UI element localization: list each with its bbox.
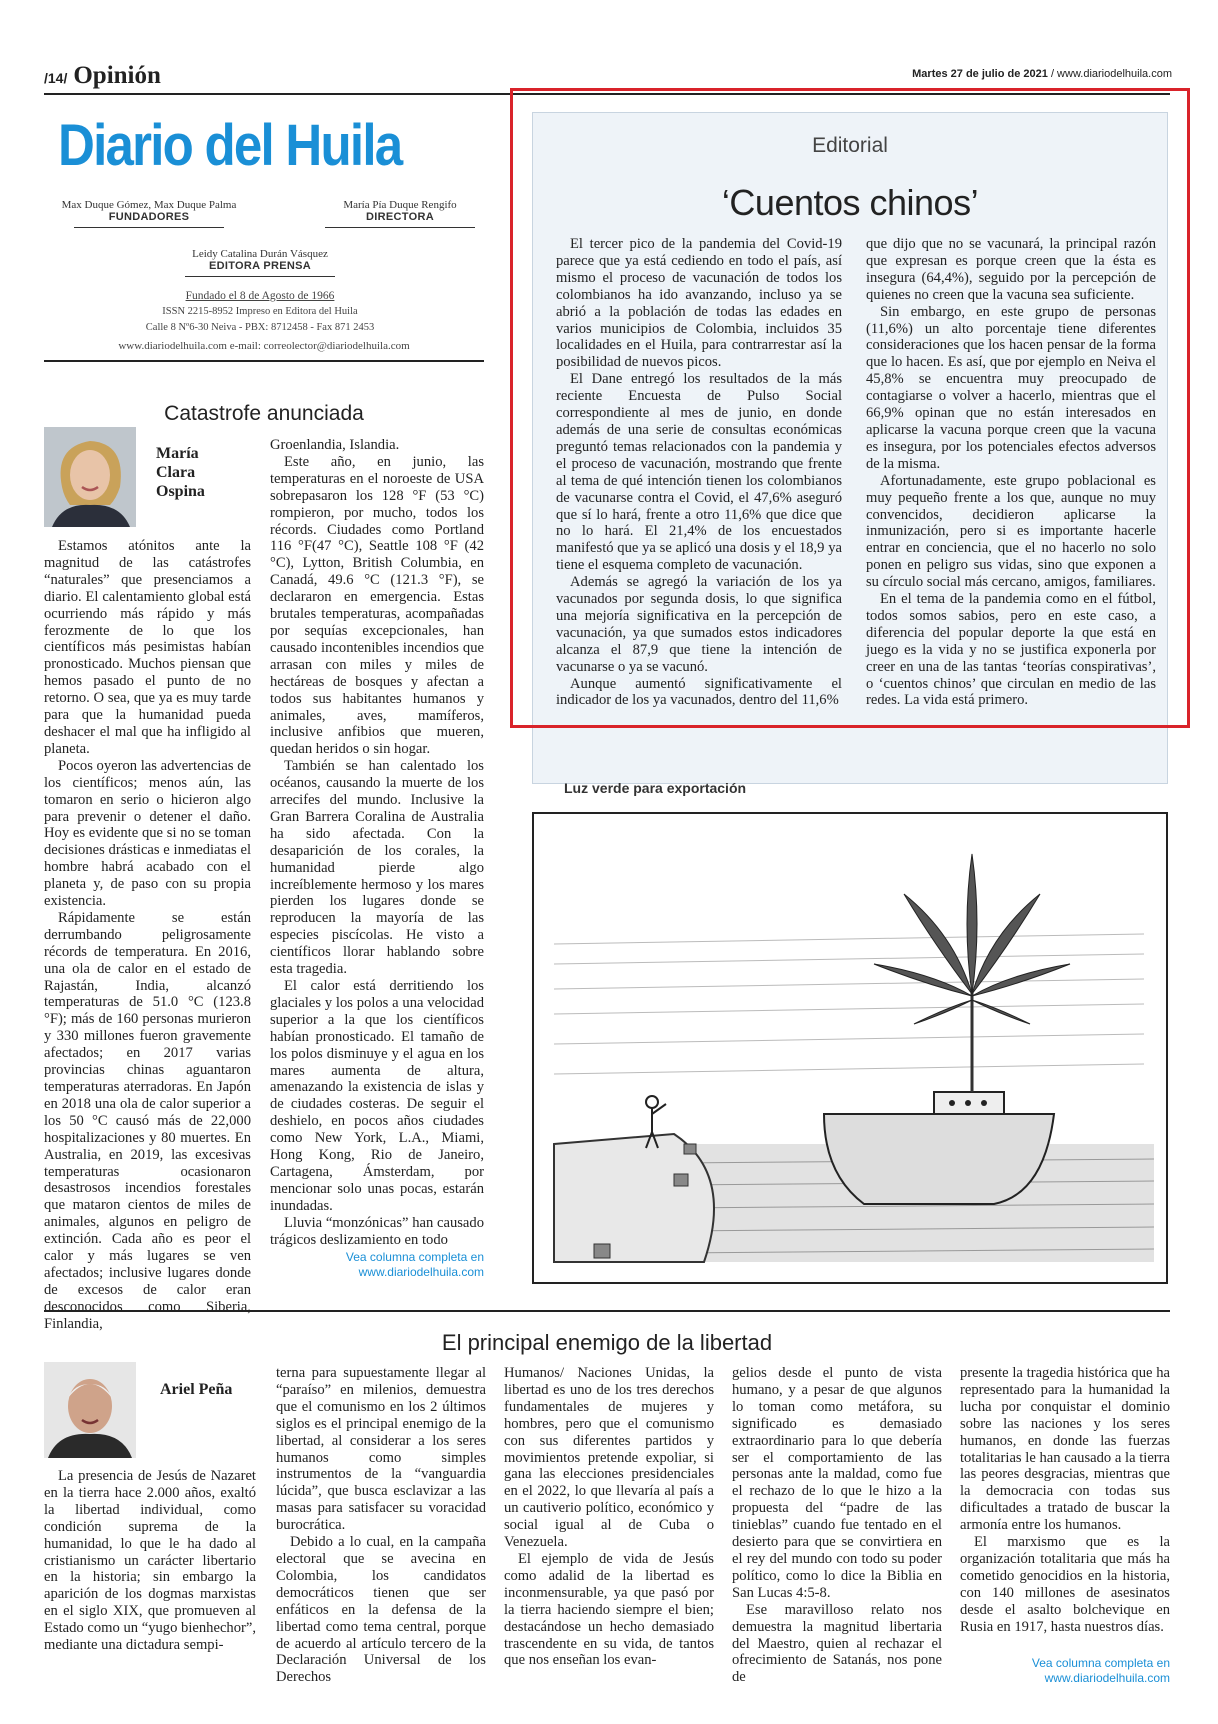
column1-more-link[interactable] (270, 1250, 484, 1280)
column2-text-1 (44, 1468, 256, 1690)
paragraph: Debido a lo cual, en la campaña electoral que se avecina en Colombia, los candidatos democráticos tienen que ser enfáticos en la defensa de la libertad como tema central, porque de acuerdo al artículo tercero de la Declaración Universal de los Derechos (276, 1534, 486, 1686)
founders-names: Max Duque Gómez, Max Duque Palma (61, 199, 237, 211)
section-title: Opinión (73, 62, 161, 89)
masthead-logo: Diario del Huila (58, 113, 402, 178)
founders-title: FUNDADORES (108, 211, 190, 223)
paragraph: Afortunadamente, este grupo poblacional es muy pequeño frente a los que, aunque no muy convencidos, decidieron aplicarse la inmunización, pero si es importante hacerle entrar en conciencia, que el no hacerlo no solo ponen en peligro sus vidas, sino que exponen a su círculo social más cercano, amigos, familiares. (866, 472, 1156, 591)
paragraph: Rápidamente se están derrumbando peligrosamente récords de temperatura. En 2016, una ola de calor en el estado de Rajastán, India, alcanzó temperaturas de 51.0 °C (123.8 °F); más de 160 personas murieron y 330 millones fueron gravemente afectados; en 2017 varias provincias chinas aguantaron temperaturas aterradoras. En Japón en 2018 una ola de calor superior a los 50 °C causó más de 22,000 hospitalizaciones y 80 muertes. En Australia, en 2019, las excesivas temperaturas ocasionaron desastrosos incendios forestales que mataron cientos de miles de animales, algunos en peligro de extinción. Cada año es peor el calor y más lugares se ven afectados; inclusive lugares donde de excesos de calor eran desconocidos como Siberia, Finlandia, (44, 909, 251, 1332)
column2-text-4 (732, 1365, 942, 1690)
paragraph: El tercer pico de la pandemia del Covid-19 parece que ya está cediendo en todo el país, así mismo el proceso de vacunación de todos los colombianos ha ido avanzando, incluso ya se abrió a la población de todas las edades en varios municipios de Colombia, incluidos 35 localidades en el Huila, para contrarrestar así la posibilidad de nuevos picos. (556, 236, 842, 371)
paragraph: El calor está derritiendo los glaciales y los polos a una velocidad superior a la que los científicos habían pronosticado. El tamaño de los polos disminuye y el agua en los mares aumenta de altura, amenazando la existencia de islas y de ciudades costeras. De seguir el deshielo, en pocos años ciudades como New York, L.A., Miami, Hong Kong, Rio de Janeiro, Cartagena, Ámsterdam, por mencionar solo unas pocas, estarán inundadas. (270, 978, 484, 1214)
column1-text-b (270, 437, 484, 1278)
column2-text-5 (960, 1365, 1170, 1651)
paragraph: Pocos oyeron las advertencias de los científicos; menos aún, las tomaron en serio o hicieron algo para prevenir o detener el daño. Hoy es evidente que si no se toman decisiones drásticas e inmediatas el hombre habrá acabado con el planeta y, de paso con su propia existencia. (44, 757, 251, 910)
column2-text-2 (276, 1365, 486, 1690)
header-website[interactable]: / www.diariodelhuila.com (1050, 68, 1172, 80)
contact-line[interactable]: www.diariodelhuila.com e-mail: correolector@diariodelhuila.com (118, 340, 410, 352)
paragraph: El marxismo que es la organización totalitaria que más ha cometido genocidios en la historia, con 140 millones de asesinatos desde el asalto bolchevique en Rusia en 1917, hasta nuestros días. (960, 1534, 1170, 1635)
more-url[interactable]: www.diariodelhuila.com (358, 1265, 484, 1279)
paragraph: Este año, en junio, las temperaturas en el noroeste de USA sobrepasaron los 128 °F (53 °C) rompieron, por mucho, todos los récords. Ciudades como Portland 116 °F(47 °C), Seattle 108 °F (42 °C), Lytton, British Columbia, en Canadá, 49.6 °C (121.3 °F), se declararon en emergencia. Estas brutales temperaturas, acompañadas por sequías excepcionales, han causado incontenibles incendios que arrasan con miles y miles de hectáreas de bosques y afectan a todos sus habitantes humanos y animales, aves, mamíferos, inclusive anfibios que mueren, quedan heridos o sin hogar. (270, 453, 484, 758)
paragraph: También se han calentado los océanos, causando la muerte de los arrecifes del mundo. Inclusive la Gran Barrera Coralina de Australia ha sido afectada. Con la desaparición de los corales, la humanidad pierde algo increíblemente hermoso y los mares pierden los lugares donde se reproducen la mayoría de las especies piscícolas. He visto a científicos llorar hablando sobre esta tragedia. (270, 758, 484, 978)
editor-name: Leidy Catalina Durán Vásquez (192, 248, 328, 260)
editor-title: EDITORA PRENSA (209, 260, 311, 272)
paragraph: La presencia de Jesús de Nazaret en la tierra hace 2.000 años, exaltó la libertad individual, como condición suprema de la humanidad, lo que le ha dado al cristianismo un carácter libertario en la historia; sin embargo la aparición de los dogmas marxistas en el siglo XIX, que promueven al Estado como un “yugo bienhechor”, mediante una dictadura sempi- (44, 1468, 256, 1654)
editorial-label: Editorial (812, 134, 888, 157)
cartoon-illustration (534, 814, 1166, 1282)
paragraph: Groenlandia, Islandia. (270, 437, 400, 453)
paragraph: Además se agregó la variación de los ya vacunados por segunda dosis, lo que significa una mejoría significativa en la percepción de vacunación, ya que sumados estos indicadores alcanza el 87,9 que tiene la intención de vacunarse o ya se vacunó. (556, 574, 842, 675)
address: Calle 8 Nº6-30 Neiva - PBX: 8712458 - Fax 871 2453 (145, 322, 375, 333)
more-label: Vea columna completa en (1031, 1656, 1170, 1670)
paragraph: terna para supuestamente llegar al “paraíso” en milenios, demuestra que el comunismo en los 2 últimos siglos es el principal enemigo de la libertad, al considerar a los seres humanos como simples instrumentos de la “vanguardia lúcida”, que busca esclavizar a las masas para satisfacer su voracidad burocrática. (276, 1365, 486, 1534)
paragraph: Ese maravilloso relato nos demuestra la magnitud libertaria del Maestro, quien al rechazar el ofrecimiento de Satanás, nos pone de (732, 1601, 942, 1686)
paragraph: El ejemplo de vida de Jesús como adalid de la libertad es inconmensurable, ya que pasó por la tierra haciendo siempre el bien; destacándose un hecho demasiado trascendente en su vida, de tantos que nos enseñan los evan- (504, 1550, 714, 1669)
section-divider (44, 1310, 1170, 1312)
paragraph: En el tema de la pandemia como en el fútbol, todos somos sabios, pero en este caso, a diferencia del popular deporte la que está en juego es la vida y no se justifica exponerla por creer en una de las tantas ‘teorías conspirativas’, o ‘cuentos chinos’ que circulan en medio de las redes. La vida está primero. (866, 591, 1156, 709)
director-title: DIRECTORA (366, 211, 434, 223)
author-photo-maria-clara (44, 427, 136, 527)
paragraph: Lluvia “monzónicas” han causado trágicos deslizamiento en todo (270, 1214, 484, 1248)
issue-date: Martes 27 de julio de 2021 (912, 68, 1048, 80)
founded-date: Fundado el 8 de Agosto de 1966 (185, 290, 335, 302)
paragraph: presente la tragedia histórica que ha representado para la humanidad la lucha por conquistar el dominio sobre las naciones y los seres humanos, en donde las fuerzas totalitarias le han causado a la tierra las peores desgracias, mientras que la democracia con todas sus dificultades a tratado de buscar la armonía entre los humanos. (960, 1365, 1170, 1534)
paragraph: Sin embargo, en este grupo de personas (11,6%) un alto porcentaje tiene diferentes consideraciones que los hacen pensar de la forma que lo hacen. Es así, que por ejemplo en Neiva el 45,8% se encuentra muy preocupado de contagiarse o volver a hacerlo, mientras que el 66,9% opinan que no están interesados en aplicarse la vacuna porque creen que la vacuna es insegura, por los potenciales efectos adversos de la misma. (866, 303, 1156, 472)
paragraph: Estamos atónitos ante la magnitud de las catástrofes “naturales” que presenciamos a diario. El calentamiento global está ocurriendo más rápido y más ferozmente de lo que los científicos más pesimistas habían pronosticado. Muchos piensan que hemos pasado el punto de no retorno. O sea, que ya es muy tarde para que la humanidad pueda deshacer el mal que ha infligido al planeta. (44, 538, 251, 757)
author-name-line-3: Ospina (156, 483, 205, 500)
author-name-line-2: Clara (156, 464, 196, 481)
editorial-title: ‘Cuentos chinos’ (721, 182, 979, 223)
masthead-rule (44, 360, 484, 362)
column1-text-a (44, 538, 251, 1332)
author-photo-ariel-pena (44, 1362, 136, 1458)
page-number: /14/ (44, 70, 68, 86)
paragraph: gelios desde el punto de vista humano, y a pesar de que algunos lo toman como metáfora, su significado es demasiado extraordinario para lo que debería ser el comportamiento de las personas ante la maldad, como fue el rechazo de lo que le hizo a la propuesta del “padre de las tinieblas” cuando fue tentado en el desierto para que se convirtiera en el rey del mundo con todo su poder político, como lo dice la Biblia en San Lucas 4:5-8. (732, 1365, 942, 1601)
more-url[interactable]: www.diariodelhuila.com (1044, 1671, 1170, 1685)
column2-text-3 (504, 1365, 714, 1690)
paragraph: Aunque aumentó significativamente el indicador de los ya vacunados, dentro del 11,6% (556, 675, 842, 709)
cartoon (532, 780, 1168, 1284)
paragraph: Humanos/ Naciones Unidas, la libertad es uno de los tres derechos fundamentales de mujeres y hombres, pero que el comunismo con sus diferentes partidos y movimientos pretende expoliar, si gana las elecciones presidenciales en el 2022, lo que llevaría al país a un cautiverio político, económico y social igual al de Cuba o Venezuela. (504, 1365, 714, 1551)
director-name: María Pía Duque Rengifo (343, 199, 457, 211)
column-title-catastrofe: Catastrofe anunciada (164, 402, 364, 425)
issn: ISSN 2215-8952 Impreso en Editora del Huila (162, 306, 358, 317)
editorial-text-a (556, 236, 842, 718)
column2-more-link[interactable] (960, 1656, 1170, 1686)
paragraph: que dijo que no se vacunará, la principal razón que expresan es porque creen que la ésta es insegura (64,4%), seguido por la percepción de quienes no creen que la vacuna sea suficiente. (866, 236, 1156, 303)
paragraph: El Dane entregó los resultados de la más reciente Encuesta de Pulso Social correspondiente al mes de junio, en donde además de una serie de consultas económicas preguntó temas relacionados con la pandemia y el proceso de vacunación, mostrando que frente al tema de qué intención tienen los colombianos de vacunarse contra el Covid, el 47,6% aseguró que sí lo hará, frente a otro 11,6% que dice que no lo hará. El 21,4% de los encuestados manifestó que ya se aplicó una dosis y el 18,9 ya tiene el esquema completo de vacunación. (556, 371, 842, 574)
editorial-text-b (866, 236, 1156, 718)
more-label: Vea columna completa en (345, 1250, 484, 1264)
author-name-line-1: María (156, 445, 199, 462)
column-title-enemigo: El principal enemigo de la libertad (441, 1330, 773, 1355)
author-name-ariel: Ariel Peña (160, 1381, 233, 1398)
cartoon-caption: Luz verde para exportación (564, 780, 747, 796)
